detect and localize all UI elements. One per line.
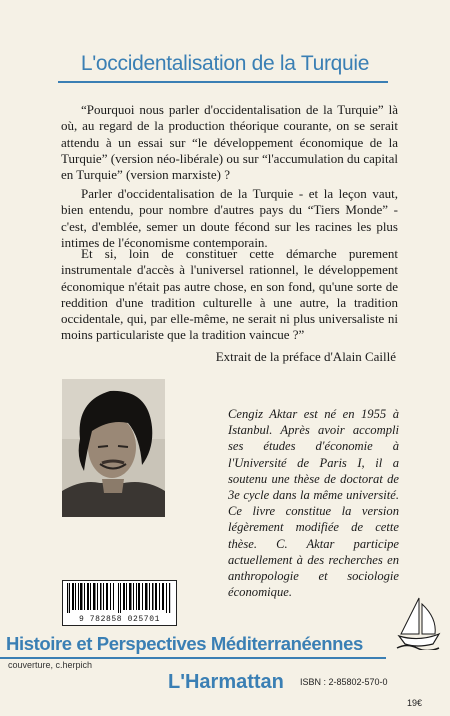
preface-paragraph-3: [61, 246, 398, 344]
series-title: Histoire et Perspectives Méditerranéennes: [6, 633, 363, 654]
price: 19€: [407, 698, 423, 708]
paragraph-text: Parler d'occidentalisation de la Turquie - et la leçon vaut, bien entendu, pour nombre d'autres pays du “Tiers Monde” - c'est, d'emblée, semer un doute fécond sur les racines les plus intimes de l'économisme contemporain.: [61, 186, 398, 250]
extract-credit: Extrait de la préface d'Alain Caillé: [215, 349, 396, 364]
book-title: L'occidentalisation de la Turquie: [80, 52, 370, 75]
author-photo: [62, 379, 165, 517]
sailboat-logo-icon: [395, 596, 441, 650]
author-bio: Cengiz Aktar est né en 1955 à Istanbul. Après avoir accompli ses études d'économie à l'Université de Paris I, il a soutenu une thèse de doctorat de 3e cycle dans la même université. Ce livre constitue la version légèrement modifiée de cette thèse. C. Aktar participe actuellement à des recherches en anthropologie et sociologie économique.: [228, 407, 399, 600]
preface-paragraph-2: [61, 186, 398, 251]
paragraph-text: “Pourquoi nous parler d'occidentalisation de la Turquie” là où, au regard de la production théorique courante, on se serait attendu à un essai sur “le développement économique de la Turquie” (version néo-libérale) ou sur “l'accumulation du capital en Turquie” (version marxiste) ?: [61, 102, 398, 183]
paragraph-text: Et si, loin de constituer cette démarche purement instrumentale d'accès à l'universel rationnel, le développement économique n'était pas autre chose, en son fond, qu'une sorte de reddition d'une tradition culturelle à une autre, la tradition occidentale, qui, par elle-même, ne serait ni plus universaliste ni moins particulariste que la tradition vaincue ?”: [61, 246, 398, 343]
isbn: ISBN : 2-85802-570-0: [300, 677, 388, 687]
publisher-name: L'Harmattan: [168, 671, 284, 693]
barcode-number: 9 782858 025701: [78, 615, 160, 624]
cover-credit: couverture, c.herpich: [8, 660, 93, 670]
preface-paragraph-1: [61, 102, 398, 183]
series-underline: [0, 657, 386, 659]
title-underline: [58, 81, 388, 83]
barcode-bars: [66, 583, 173, 613]
barcode: [62, 580, 177, 626]
